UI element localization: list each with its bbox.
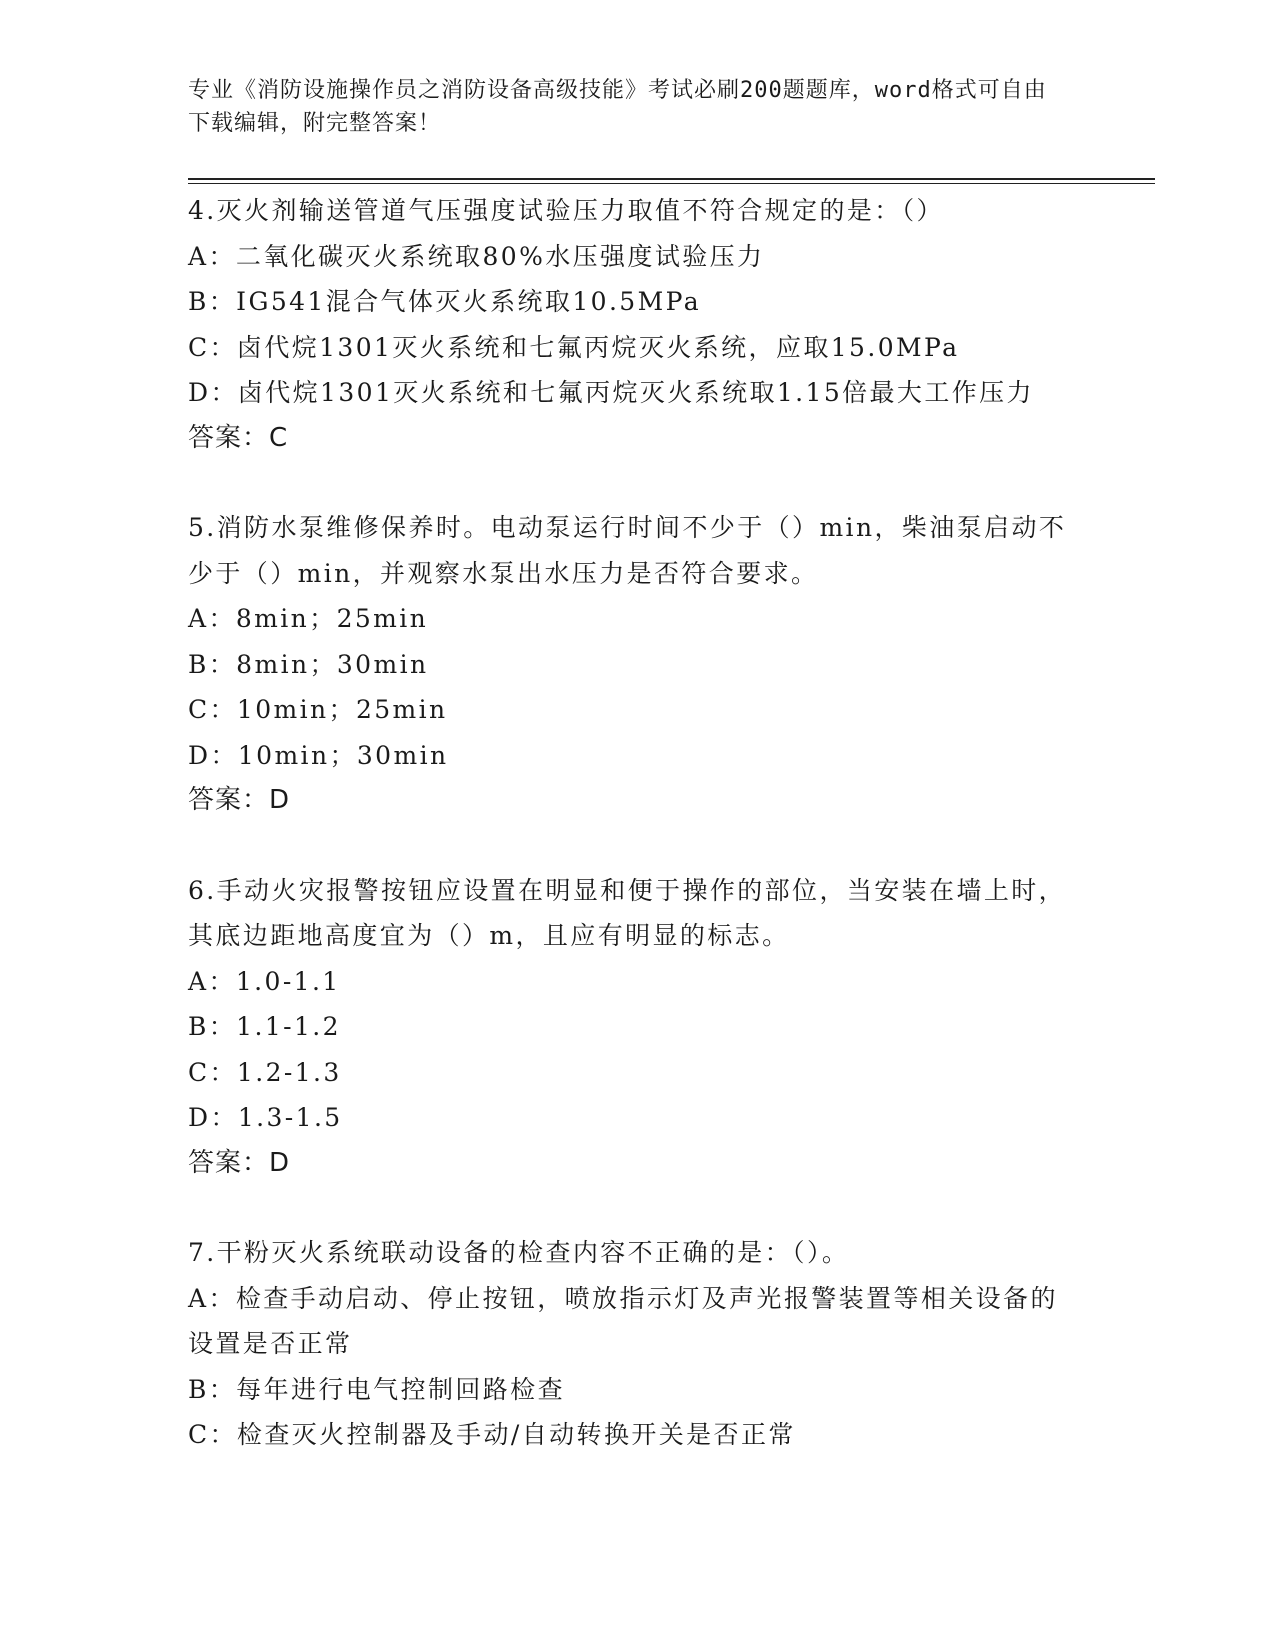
- option-a: A：检查手动启动、停止按钮，喷放指示灯及声光报警装置等相关设备的设置是否正常: [188, 1283, 1058, 1358]
- question-5: [188, 505, 1088, 824]
- option-b: B：每年进行电气控制回路检查: [188, 1374, 565, 1404]
- option-c: C：10min；25min: [188, 695, 448, 724]
- answer-label: 答案：D: [188, 785, 291, 815]
- option-c: C：卤代烷1301灭火系统和七氟丙烷灭火系统，应取15.0MPa: [188, 332, 960, 362]
- question-stem: 7.干粉灭火系统联动设备的检查内容不正确的是：（）。: [188, 1238, 850, 1267]
- option-d: D：卤代烷1301灭火系统和七氟丙烷灭火系统取1.15倍最大工作压力: [188, 378, 1034, 407]
- option-a: A：二氧化碳灭火系统取80%水压强度试验压力: [188, 241, 765, 271]
- option-b: B：1.1-1.2: [188, 1012, 341, 1041]
- question-stem: 5.消防水泵维修保养时。电动泵运行时间不少于（）min，柴油泵启动不少于（）min，并观察水泵出水压力是否符合要求。: [188, 513, 1067, 588]
- option-a: A：8min；25min: [188, 604, 429, 633]
- option-c: C：1.2-1.3: [188, 1057, 342, 1087]
- question-6: [188, 868, 1088, 1187]
- question-4: [188, 188, 1088, 461]
- question-7: [188, 1230, 1088, 1458]
- question-stem: 4.灭火剂输送管道气压强度试验压力取值不符合规定的是：（）: [188, 196, 944, 225]
- option-d: D：1.3-1.5: [188, 1103, 343, 1132]
- document-header: 专业《消防设施操作员之消防设备高级技能》考试必刷200题题库，word格式可自由下载编辑，附完整答案！: [188, 78, 1047, 136]
- header-divider-thin: [188, 183, 1155, 184]
- header-divider-thick: [188, 178, 1155, 180]
- question-stem: 6.手动火灾报警按钮应设置在明显和便于操作的部位，当安装在墙上时，其底边距地高度宜为（）m，且应有明显的标志。: [188, 875, 1067, 950]
- question-list: [188, 188, 1088, 1502]
- option-c: C：检查灭火控制器及手动/自动转换开关是否正常: [188, 1420, 796, 1449]
- option-b: B：IG541混合气体灭火系统取10.5MPa: [188, 287, 702, 316]
- answer-label: 答案：C: [188, 422, 289, 453]
- option-d: D：10min；30min: [188, 740, 449, 770]
- answer-label: 答案：D: [188, 1147, 291, 1178]
- option-b: B：8min；30min: [188, 649, 429, 679]
- option-a: A：1.0-1.1: [188, 966, 341, 996]
